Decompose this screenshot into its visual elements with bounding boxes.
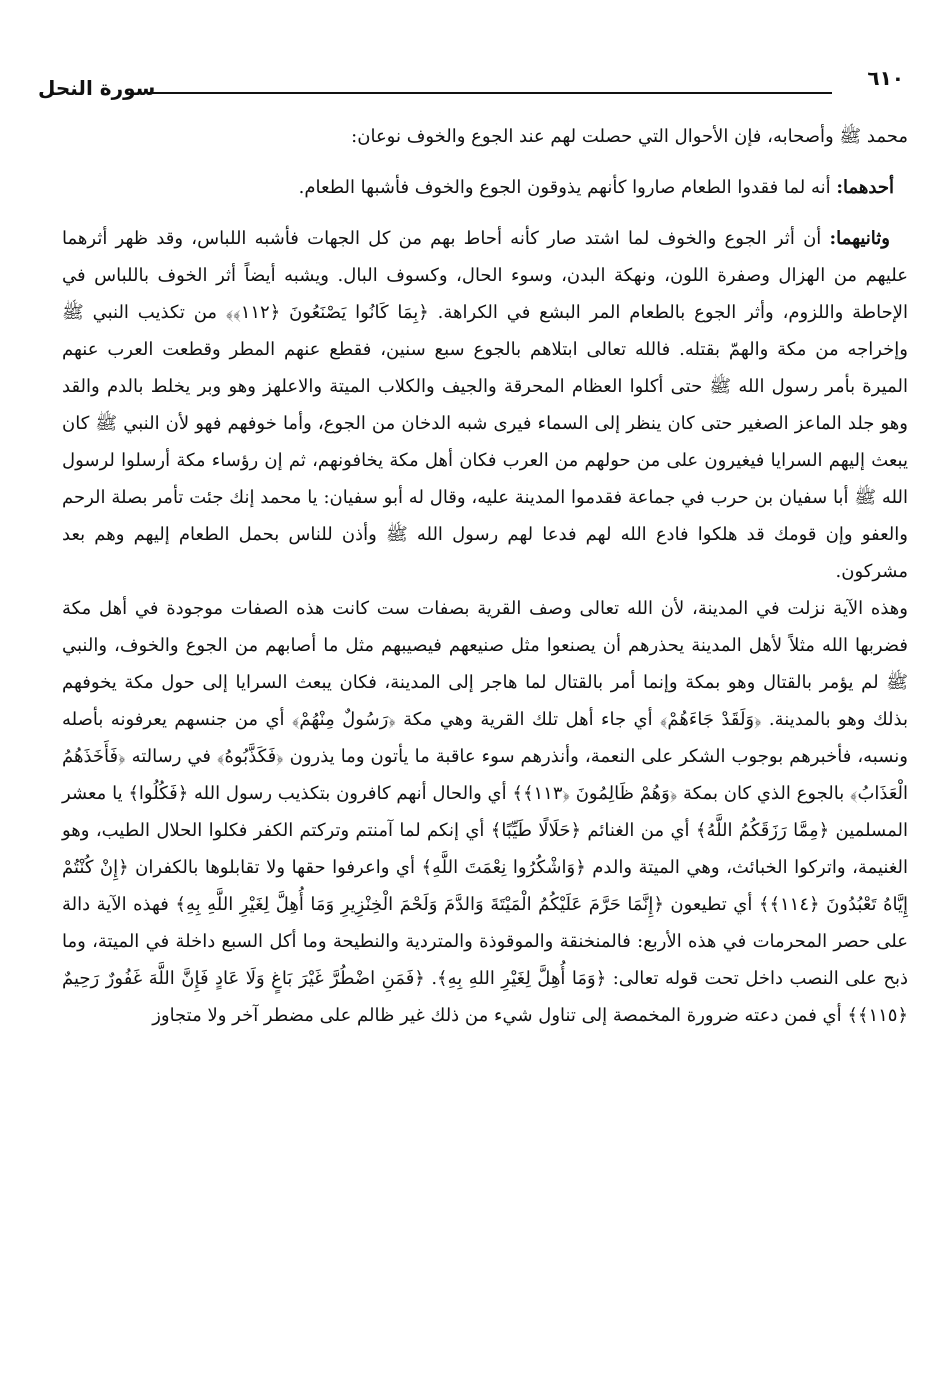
page-header <box>38 62 904 102</box>
second-kind-paragraph <box>62 220 908 590</box>
intro-paragraph: محمد ﷺ وأصحابه، فإن الأحوال التي حصلت لهم عند الجوع والخوف نوعان: <box>351 126 908 147</box>
first-kind-label: أحدهما: <box>836 177 894 198</box>
first-kind-paragraph <box>62 169 908 206</box>
surah-name: سورة النحل <box>38 76 156 100</box>
second-kind-label: وثانيهما: <box>829 228 890 249</box>
first-kind-text: أنه لما فقدوا الطعام صاروا كأنهم يذوقون الجوع والخوف فأشبها الطعام. <box>298 177 837 198</box>
medina-verse-paragraph: وهذه الآية نزلت في المدينة، لأن الله تعالى وصف القرية بصفات ست كانت هذه الصفات موجودة في أهل مكة فضربها الله مثلاً لأهل المدينة يحذرهم أن يصنعوا مثل صنيعهم فيصيبهم مثل ما أصابهم من الجوع والخوف، والنبي ﷺ لم يؤمر بالقتال وهو بمكة وإنما أمر بالقتال لما هاجر إلى المدينة، فكان يبعث السرايا إلى حول مكة يخوفهم بذلك وهو بالمدينة. ﴿وَلَقَدْ جَاءَهُمْ﴾ أي جاء أهل تلك القرية وهي مكة ﴿رَسُولٌ مِنْهُمْ﴾ أي من جنسهم يعرفونه بأصله ونسبه، فأخبرهم بوجوب الشكر على النعمة، وأنذرهم سوء عاقبة ما يأتون وما يذرون ﴿فَكَذَّبُوهُ﴾ في رسالته ﴿فَأَخَذَهُمُ الْعَذَابُ﴾ بالجوع الذي كان بمكة ﴿وَهُمْ ظَالِمُونَ ﴿١١٣﴾﴾ أي والحال أنهم كافرون بتكذيب رسول الله ﴿فَكُلُوا﴾ يا معشر المسلمين ﴿مِمَّا رَزَقَكُمُ اللَّهُ﴾ أي من الغنائم ﴿حَلَالًا طَيِّبًا﴾ أي إنكم لما آمنتم وتركتم الكفر فكلوا الحلال الطيب، وهو الغنيمة، واتركوا الخبائث، وهي الميتة والدم ﴿وَاشْكُرُوا نِعْمَتَ اللَّهِ﴾ أي واعرفوا حقها ولا تقابلوها بالكفران ﴿إِنْ كُنْتُمْ إِيَّاهُ تَعْبُدُونَ ﴿١١٤﴾﴾ أي تطيعون ﴿إِنَّمَا حَرَّمَ عَلَيْكُمُ الْمَيْتَةَ وَالدَّمَ وَلَحْمَ الْخِنْزِيرِ وَمَا أُهِلَّ لِغَيْرِ اللَّهِ بِهِ﴾ فهذه الآية دالة على حصر المحرمات في هذه الأربع: فالمنخنقة والموقوذة والمتردية والنطيحة وما أكل السبع داخلة في الميتة، وما ذبح على النصب داخل تحت قوله تعالى: ﴿وَمَا أُهِلَّ لِغَيْرِ اللهِ بِهِ﴾. ﴿فَمَنِ اضْطُرَّ غَيْرَ بَاغٍ وَلَا عَادٍ فَإِنَّ اللَّهَ غَفُورٌ رَحِيمٌ ﴿١١٥﴾﴾ أي فمن دعته ضرورة المخمصة إلى تناول شيء من ذلك غير ظالم على مضطر آخر ولا متجاوز <box>62 598 909 1026</box>
second-kind-text: أن أثر الجوع والخوف لما اشتد صار كأنه أحاط بهم من كل الجهات فأشبه اللباس، وقد ظهر أثرهما عليهم من الهزال وصفرة اللون، ونهكة البدن، وسوء الحال، وكسوف البال. ويشبه أيضاً أثر الخوف باللباس في الإحاطة واللزوم، وأثر الجوع بالطعام المر البشع في الكراهة. ﴿بِمَا كَانُوا يَصْنَعُونَ ﴿١١٢﴾﴾ من تكذيب النبي ﷺ وإخراجه من مكة والهمّ بقتله. فالله تعالى ابتلاهم بالجوع سبع سنين، فقطع عنهم المطر وقطعت العرب عنهم الميرة بأمر رسول الله ﷺ حتى أكلوا العظام المحرقة والجيف والكلاب الميتة والاعلهز وهو وبر يخلط بالدم والقد وهو جلد الماعز الصغير حتى كان ينظر إلى السماء فيرى شبه الدخان من الجوع، وأما خوفهم فهو لأن النبي ﷺ كان يبعث إليهم السرايا فيغيرون على من حولهم من العرب فكان أهل مكة يخافونهم، ثم إن رؤساء مكة أرسلوا لرسول الله ﷺ أبا سفيان بن حرب في جماعة فقدموا المدينة عليه، وقال له أبو سفيان: يا محمد إنك جئت تأمر بصلة الرحم والعفو وإن قومك قد هلكوا فادع الله لهم فدعا لهم رسول الله ﷺ وأذن للناس بحمل الطعام إليهم وهم بعد مشركون. <box>62 228 908 582</box>
body-text <box>62 118 908 1034</box>
page-number: ٦١٠ <box>867 66 904 90</box>
header-rule <box>148 92 832 94</box>
